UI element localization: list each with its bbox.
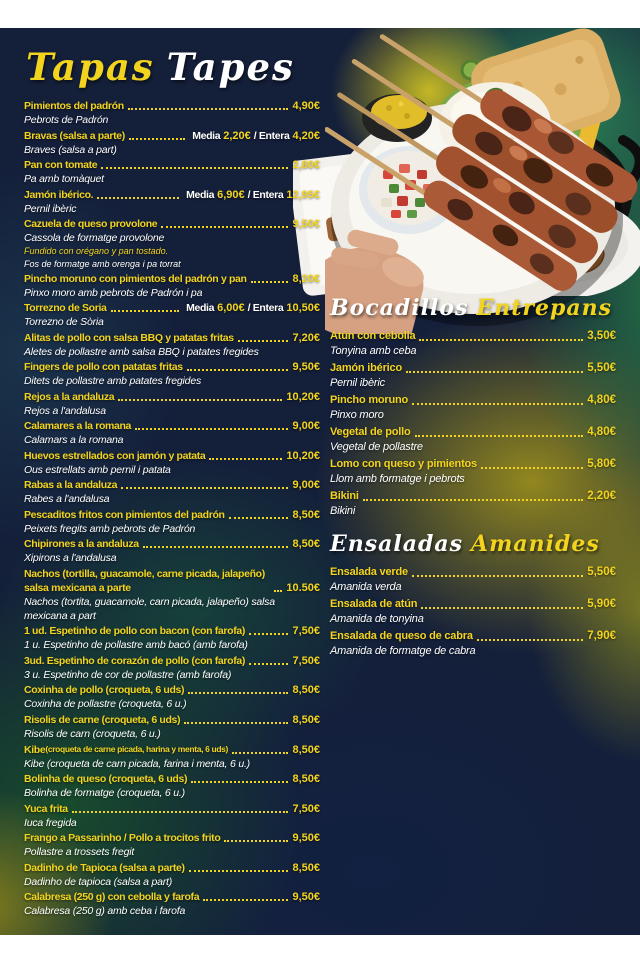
- dotted-leader: [135, 428, 288, 430]
- dotted-leader: [101, 167, 288, 169]
- item-price: 9,50€: [292, 832, 320, 844]
- item-name: Lomo con queso y pimientos: [330, 458, 477, 470]
- menu-item-row: [24, 683, 320, 711]
- menu-item-row: [330, 489, 616, 519]
- item-name: Pincho moruno: [330, 394, 409, 406]
- menu-item-row: [24, 831, 320, 859]
- item-translation: Amanida de formatge de cabra: [330, 645, 476, 657]
- item-translation: Pernil ibèric: [24, 202, 77, 215]
- item-name: Jamón ibérico: [330, 362, 402, 374]
- menu-item-line: [24, 478, 320, 492]
- menu-item-row: [330, 457, 616, 487]
- item-name: Bravas (salsa a parte): [24, 129, 125, 142]
- item-price: 9,50€: [292, 891, 320, 903]
- menu-item-row: [24, 188, 320, 216]
- page-title: [26, 44, 320, 90]
- item-price: 9,00€: [292, 479, 320, 491]
- menu-item-line: [24, 567, 320, 595]
- item-name: Ensalada de queso de cabra: [330, 630, 473, 642]
- menu-item-line: [24, 390, 320, 404]
- menu-item-row: [24, 301, 320, 329]
- dotted-leader: [249, 663, 288, 665]
- item-translation: Amanida de tonyina: [330, 613, 424, 625]
- item-name: Rabas a la andaluza: [24, 479, 118, 491]
- dotted-leader: [419, 339, 583, 341]
- item-translation: Aletes de pollastre amb salsa BBQ i patates fregides: [24, 345, 259, 358]
- menu-item-row: [24, 802, 320, 830]
- menu-item-line: [330, 393, 616, 408]
- item-price: 5,80€: [587, 458, 616, 470]
- dotted-leader: [189, 870, 289, 872]
- item-name: Jamón ibérico.: [24, 188, 94, 201]
- item-translation: Peixets fregits amb pebrots de Padrón: [24, 522, 196, 535]
- item-price: 7,20€: [292, 331, 320, 344]
- menu-item-row: [24, 158, 320, 186]
- menu-item-line: [24, 272, 320, 286]
- ensaladas-heading-ca: Amanides: [471, 531, 600, 557]
- menu-item-row: [24, 272, 320, 300]
- dotted-leader: [203, 899, 288, 901]
- menu-item-line: [24, 217, 320, 231]
- dotted-leader: [118, 399, 282, 401]
- item-price: 8,50€: [292, 743, 320, 756]
- item-price-media: 6,00€: [217, 302, 245, 314]
- menu-item-line: [330, 629, 616, 644]
- menu-item-line: [24, 713, 320, 727]
- item-translation: Pinxo moro amb pebrots de Padrón i pa: [24, 286, 203, 299]
- item-name: Coxinha de pollo (croqueta, 6 uds): [24, 684, 185, 696]
- item-translation: Ous estrellats amb pernil i patata: [24, 463, 171, 476]
- item-price: 5,90€: [587, 598, 616, 610]
- dotted-leader: [232, 752, 288, 754]
- item-translation: Pinxo moro: [330, 409, 384, 421]
- item-price: 5,50€: [587, 362, 616, 374]
- menu-item-line: [24, 624, 320, 638]
- size-label-entera: / Entera: [247, 188, 284, 201]
- item-price: 5,50€: [587, 566, 616, 578]
- item-translation: Tonyina amb ceba: [330, 345, 417, 357]
- menu-item-row: [24, 129, 320, 157]
- item-price: 8,50€: [292, 861, 320, 874]
- menu-item-line: [24, 449, 320, 463]
- dotted-leader: [129, 138, 185, 140]
- dotted-leader: [188, 692, 288, 694]
- item-price: 9,00€: [292, 420, 320, 432]
- item-translation: Pa amb tomàquet: [24, 173, 104, 185]
- dotted-leader: [229, 517, 289, 519]
- item-name: Risolis de carne (croqueta, 6 uds): [24, 713, 181, 726]
- item-name: Yuca frita: [24, 802, 68, 815]
- menu-item-row: [24, 861, 320, 889]
- dotted-leader: [143, 546, 289, 548]
- item-price: 2,20€: [587, 490, 616, 502]
- item-translation: Braves (salsa a part): [24, 143, 117, 156]
- ensaladas-heading: [330, 530, 616, 558]
- menu-item-line: [24, 831, 320, 845]
- menu-item-row: [24, 624, 320, 652]
- item-translation: Amanida verda: [330, 581, 402, 593]
- menu-item-row: [330, 597, 616, 627]
- item-translation: Coxinha de pollastre (croqueta, 6 u.): [24, 698, 187, 710]
- item-name: 1 ud. Espetinho de pollo con bacon (con farofa): [24, 625, 245, 637]
- item-translation: Nachos (tortita, guacamole, carn picada, jalapeño) salsa mexicana a part: [24, 595, 275, 622]
- dotted-leader: [421, 607, 583, 609]
- dotted-leader: [249, 633, 288, 635]
- item-price-entera: 12,95€: [286, 188, 320, 201]
- item-name: Nachos (tortilla, guacamole, carne picada, jalapeño) salsa mexicana a parte: [24, 567, 265, 594]
- item-price: 8,50€: [292, 684, 320, 696]
- item-price: 8,50€: [292, 773, 320, 785]
- menu-item-row: [24, 99, 320, 127]
- menu-item-line: [24, 99, 320, 113]
- item-price: 9,50€: [292, 218, 320, 230]
- item-name: Pimientos del padrón: [24, 100, 124, 112]
- menu-item-line: [24, 772, 320, 786]
- dotted-leader: [191, 781, 288, 783]
- item-price-entera: 10,50€: [286, 302, 320, 314]
- item-name: Rejos a la andaluza: [24, 390, 115, 403]
- item-price: 7,50€: [292, 625, 320, 637]
- menu-item-line: [330, 565, 616, 580]
- menu-item-row: [24, 713, 320, 741]
- item-name: 3ud. Espetinho de corazón de pollo (con farofa): [24, 654, 245, 667]
- right-column: [330, 294, 616, 661]
- item-name: Fingers de pollo con patatas fritas: [24, 361, 183, 373]
- menu-item-line: [24, 331, 320, 345]
- tapas-item-list: [24, 99, 320, 918]
- item-translation: Risolis de carn (croqueta, 6 u.): [24, 727, 161, 740]
- menu-item-row: [24, 567, 320, 623]
- item-price: 2,80€: [292, 159, 320, 171]
- item-translation: Dadinho de tapioca (salsa a part): [24, 875, 173, 888]
- item-name: Vegetal de pollo: [330, 426, 411, 438]
- menu-item-row: [24, 890, 320, 918]
- item-price: 7,50€: [292, 802, 320, 815]
- menu-item-line: [24, 129, 320, 143]
- item-price: 4,80€: [587, 394, 616, 406]
- item-translation: Pernil ibèric: [330, 377, 385, 389]
- menu-item-row: [24, 478, 320, 506]
- bocadillos-item-list: [330, 329, 616, 519]
- item-name: Pan con tomate: [24, 159, 98, 171]
- bocadillos-heading-es: Bocadillos: [330, 295, 469, 321]
- item-translation: Iuca fregida: [24, 816, 77, 829]
- item-translation: Ditets de pollastre amb patates fregides: [24, 375, 202, 387]
- item-translation: 3 u. Espetinho de cor de pollastre (amb farofa): [24, 668, 232, 681]
- menu-item-line: [330, 597, 616, 612]
- menu-item-row: [24, 772, 320, 800]
- menu-item-row: [24, 360, 320, 388]
- item-price: 10.50€: [286, 581, 320, 594]
- title-word-es: Tapas: [26, 45, 155, 89]
- menu-item-line: [330, 457, 616, 472]
- item-name: Kibe: [24, 743, 46, 756]
- dotted-leader: [251, 281, 289, 283]
- dotted-leader: [412, 403, 583, 405]
- item-translation: Llom amb formatge i pebrots: [330, 473, 465, 485]
- item-name: Atún con cebolla: [330, 330, 416, 342]
- item-name: Alitas de pollo con salsa BBQ y patatas fritas: [24, 331, 234, 344]
- menu-item-line: [24, 188, 320, 202]
- ensaladas-heading-es: Ensaladas: [330, 531, 464, 557]
- item-translation: Xipirons a l'andalusa: [24, 552, 117, 564]
- photo-bottom-illustration: [325, 28, 640, 334]
- item-price: 9,50€: [292, 361, 320, 373]
- menu-item-line: [330, 329, 616, 344]
- item-name: Bolinha de queso (croqueta, 6 uds): [24, 773, 188, 785]
- dotted-leader: [224, 840, 288, 842]
- item-name: Bikini: [330, 490, 359, 502]
- item-translation: Cassola de formatge provolone: [24, 232, 165, 244]
- menu-item-line: [24, 802, 320, 816]
- item-translation: Vegetal de pollastre: [330, 441, 423, 453]
- item-name: Chipirones a la andaluza: [24, 538, 139, 550]
- item-translation: Bolinha de formatge (croqueta, 6 u.): [24, 787, 185, 799]
- item-note-ca: Fos de formatge amb orenga i pa torrat: [24, 258, 181, 269]
- item-name: Ensalada de atún: [330, 598, 418, 610]
- ensaladas-item-list: [330, 565, 616, 659]
- item-name: Cazuela de queso provolone: [24, 218, 158, 230]
- item-price: 8,50€: [292, 713, 320, 726]
- dotted-leader: [184, 722, 288, 724]
- menu-page-background: [0, 28, 640, 935]
- item-price-media: 6,90€: [217, 188, 245, 201]
- menu-item-row: [24, 449, 320, 477]
- item-price: 4,90€: [292, 100, 320, 112]
- item-price: 10,20€: [286, 449, 320, 462]
- menu-item-line: [24, 861, 320, 875]
- menu-item-line: [24, 158, 320, 172]
- bocadillos-heading: [330, 294, 616, 322]
- dotted-leader: [274, 590, 282, 592]
- menu-item-line: [24, 890, 320, 904]
- item-price: 8,20€: [292, 272, 320, 285]
- dotted-leader: [209, 458, 282, 460]
- dotted-leader: [121, 487, 288, 489]
- menu-item-row: [24, 654, 320, 682]
- menu-item-row: [24, 742, 320, 771]
- dotted-leader: [97, 197, 179, 199]
- menu-item-row: [24, 508, 320, 536]
- menu-item-row: [24, 390, 320, 418]
- item-name: Dadinho de Tapioca (salsa a parte): [24, 861, 185, 874]
- item-name: Ensalada verde: [330, 566, 408, 578]
- menu-item-line: [330, 425, 616, 440]
- item-name-detail: (croqueta de carne picada, harina y menta, 6 uds): [45, 744, 229, 754]
- item-price: 8,50€: [292, 538, 320, 550]
- size-label-media: Media: [186, 188, 215, 201]
- menu-item-row: [24, 331, 320, 359]
- item-translation: Calamars a la romana: [24, 434, 124, 446]
- item-price: 7,50€: [292, 654, 320, 667]
- bocadillos-heading-ca: Entrepans: [476, 295, 612, 321]
- size-label-entera: / Entera: [247, 302, 284, 314]
- bocadillos-section: [330, 294, 616, 519]
- menu-item-line: [330, 489, 616, 504]
- menu-item-row: [330, 565, 616, 595]
- dotted-leader: [72, 811, 289, 813]
- dotted-leader: [238, 340, 289, 342]
- menu-item-line: [24, 537, 320, 551]
- menu-item-row: [330, 361, 616, 391]
- item-translation: Pollastre a trossets fregit: [24, 846, 135, 858]
- dotted-leader: [406, 371, 583, 373]
- menu-item-row: [330, 629, 616, 659]
- size-label-media: Media: [192, 129, 221, 142]
- item-name: Calabresa (250 g) con cebolla y farofa: [24, 891, 200, 903]
- item-translation: Calabresa (250 g) amb ceba i farofa: [24, 905, 186, 917]
- item-note-es: Fundido con orégano y pan tostado.: [24, 246, 169, 256]
- item-name: Pescaditos fritos con pimientos del padrón: [24, 508, 225, 521]
- item-translation: Rabes a l'andalusa: [24, 493, 110, 505]
- menu-item-line: [24, 360, 320, 374]
- menu-item-line: [24, 742, 320, 757]
- item-name: Frango a Passarinho / Pollo a trocitos frito: [24, 832, 221, 844]
- item-translation: Torrezno de Sòria: [24, 316, 104, 328]
- item-translation: Bikini: [330, 505, 356, 517]
- menu-item-row: [24, 419, 320, 447]
- item-price: 10,20€: [286, 390, 320, 403]
- dotted-leader: [415, 435, 584, 437]
- item-price: 7,90€: [587, 630, 616, 642]
- item-translation: 1 u. Espetinho de pollastre amb bacó (amb farofa): [24, 639, 248, 651]
- size-label-media: Media: [186, 302, 215, 314]
- menu-item-row: [24, 217, 320, 270]
- menu-item-line: [24, 508, 320, 522]
- item-name: Huevos estrellados con jamón y patata: [24, 449, 206, 462]
- menu-item-line: [24, 301, 320, 315]
- menu-item-row: [330, 329, 616, 359]
- tapas-section: [24, 44, 320, 930]
- ensaladas-section: [330, 530, 616, 659]
- menu-item-line: [330, 361, 616, 376]
- dotted-leader: [481, 467, 583, 469]
- item-name: Calamares a la romana: [24, 420, 132, 432]
- title-word-ca: Tapes: [166, 45, 295, 89]
- size-label-entera: / Entera: [253, 129, 290, 142]
- item-price-media: 2,20€: [223, 129, 251, 142]
- dotted-leader: [128, 108, 289, 110]
- dotted-leader: [111, 310, 180, 312]
- dotted-leader: [412, 575, 583, 577]
- item-translation: Kibe (croqueta de carn picada, farina i menta, 6 u.): [24, 757, 250, 770]
- menu-item-row: [24, 537, 320, 565]
- item-price-entera: 4,20€: [292, 129, 320, 142]
- menu-item-row: [330, 393, 616, 423]
- menu-item-row: [330, 425, 616, 455]
- item-price: 8,50€: [292, 508, 320, 521]
- photo-bottom-dish: [325, 28, 640, 334]
- item-translation: Pebrots de Padrón: [24, 114, 109, 126]
- item-name: Pincho moruno con pimientos del padrón y pan: [24, 272, 247, 285]
- item-price: 3,50€: [587, 330, 616, 342]
- menu-item-line: [24, 683, 320, 697]
- item-price: 4,80€: [587, 426, 616, 438]
- menu-item-line: [24, 654, 320, 668]
- item-translation: Rejos a l'andalusa: [24, 404, 106, 417]
- dotted-leader: [187, 369, 289, 371]
- dotted-leader: [161, 226, 288, 228]
- dotted-leader: [477, 639, 583, 641]
- item-name: Torrezno de Soria: [24, 302, 107, 314]
- dotted-leader: [363, 499, 583, 501]
- menu-item-line: [24, 419, 320, 433]
